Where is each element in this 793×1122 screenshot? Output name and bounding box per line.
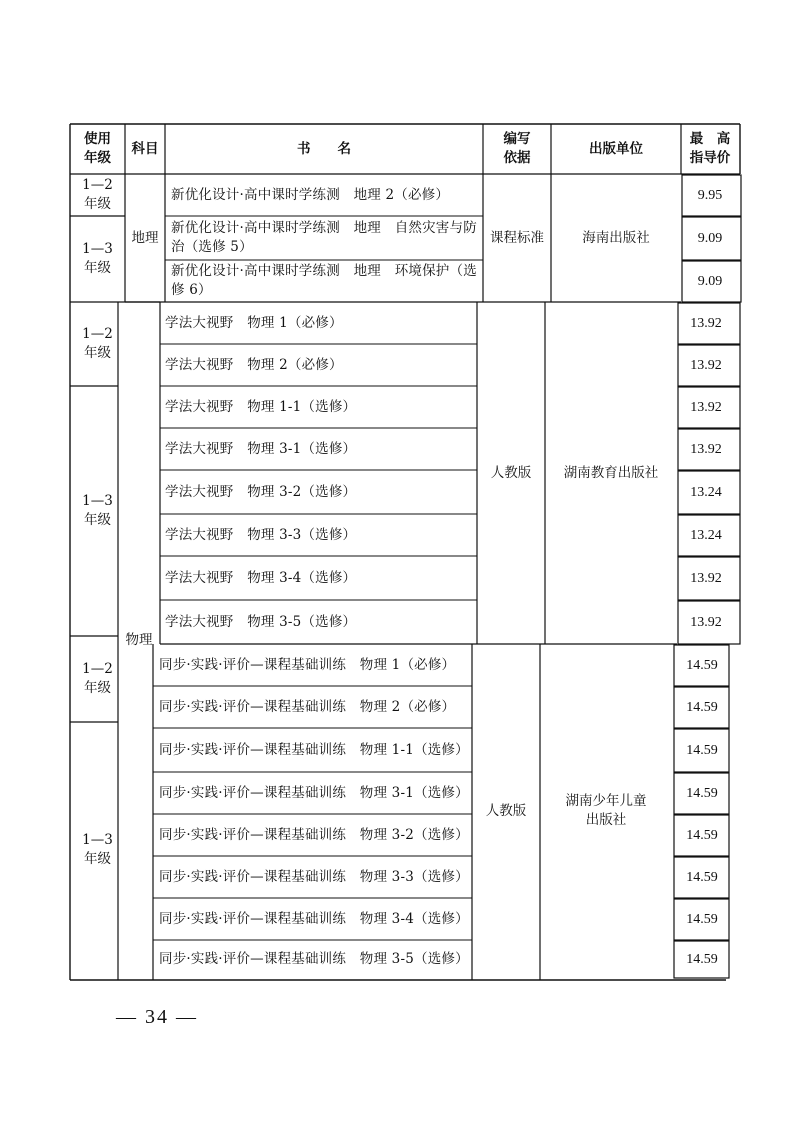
price-cell: 13.92 — [690, 357, 722, 373]
price-cell: 14.59 — [686, 827, 718, 843]
page-number: — 34 — — [116, 1006, 198, 1028]
book-title: 学法大视野 物理 1-1（选修） — [165, 398, 357, 415]
price-cell: 14.59 — [686, 699, 718, 715]
subject-cell: 地理 — [131, 229, 159, 246]
price-cell: 14.59 — [686, 657, 718, 673]
price-cell: 13.92 — [690, 614, 722, 630]
book-title: 学法大视野 物理 3-5（选修） — [165, 613, 357, 630]
book-title: 学法大视野 物理 3-2（选修） — [165, 483, 357, 500]
header-grade: 使用 年级 — [84, 131, 111, 166]
header-title: 书 名 — [297, 140, 351, 157]
book-title: 学法大视野 物理 3-1（选修） — [165, 440, 357, 457]
grade-cell: 1—2 年级 — [82, 177, 113, 212]
book-title: 新优化设计·高中课时学练测 地理 2（必修） — [171, 186, 450, 203]
grade-cell: 1—2 年级 — [82, 326, 113, 361]
price-cell: 14.59 — [686, 785, 718, 801]
publisher-cell: 湖南少年儿童 出版社 — [565, 793, 647, 828]
price-cell: 13.24 — [690, 484, 722, 500]
book-title: 同步·实践·评价—课程基础训练 物理 3-4（选修） — [159, 910, 469, 927]
price-cell: 9.95 — [697, 187, 723, 203]
grade-cell: 1—2 年级 — [82, 661, 113, 696]
basis-cell: 人教版 — [485, 802, 527, 819]
header-basis: 编写 依据 — [503, 131, 531, 166]
basis-cell: 人教版 — [490, 464, 532, 481]
book-title: 新优化设计·高中课时学练测 地理 自然灾害与防治（选修 5） — [171, 220, 477, 255]
price-cell: 14.59 — [686, 951, 718, 967]
book-title: 同步·实践·评价—课程基础训练 物理 3-3（选修） — [159, 868, 469, 885]
book-title: 学法大视野 物理 2（必修） — [165, 356, 343, 373]
book-title: 同步·实践·评价—课程基础训练 物理 2（必修） — [159, 698, 456, 715]
header-price: 最 高 指导价 — [689, 131, 731, 166]
price-cell: 9.09 — [697, 273, 723, 289]
book-title: 同步·实践·评价—课程基础训练 物理 1-1（选修） — [159, 741, 469, 758]
publisher-cell: 湖南教育出版社 — [563, 464, 659, 481]
price-cell: 13.92 — [690, 399, 722, 415]
book-title: 学法大视野 物理 3-4（选修） — [165, 569, 357, 586]
grade-cell: 1—3 年级 — [82, 241, 113, 276]
book-title: 学法大视野 物理 1（必修） — [165, 314, 343, 331]
book-title: 同步·实践·评价—课程基础训练 物理 3-5（选修） — [159, 950, 469, 967]
book-title: 同步·实践·评价—课程基础训练 物理 3-2（选修） — [159, 826, 469, 843]
price-cell: 13.92 — [690, 315, 722, 331]
price-cell: 9.09 — [697, 230, 723, 246]
price-cell: 14.59 — [686, 742, 718, 758]
price-cell: 14.59 — [686, 869, 718, 885]
grade-cell: 1—3 年级 — [82, 493, 113, 528]
price-cell: 13.24 — [690, 527, 722, 543]
basis-cell: 课程标准 — [490, 229, 544, 246]
price-cell: 13.92 — [690, 441, 722, 457]
price-cell: 13.92 — [690, 570, 722, 586]
book-title: 新优化设计·高中课时学练测 地理 环境保护（选修 6） — [171, 263, 477, 298]
grade-cell: 1—3 年级 — [82, 832, 113, 867]
subject-cell: 物理 — [125, 631, 153, 648]
publisher-cell: 海南出版社 — [582, 229, 650, 246]
header-publisher: 出版单位 — [589, 140, 643, 157]
price-cell: 14.59 — [686, 911, 718, 927]
book-title: 同步·实践·评价—课程基础训练 物理 1（必修） — [159, 656, 456, 673]
book-title: 同步·实践·评价—课程基础训练 物理 3-1（选修） — [159, 784, 469, 801]
book-title: 学法大视野 物理 3-3（选修） — [165, 526, 357, 543]
header-subject: 科目 — [131, 140, 159, 157]
